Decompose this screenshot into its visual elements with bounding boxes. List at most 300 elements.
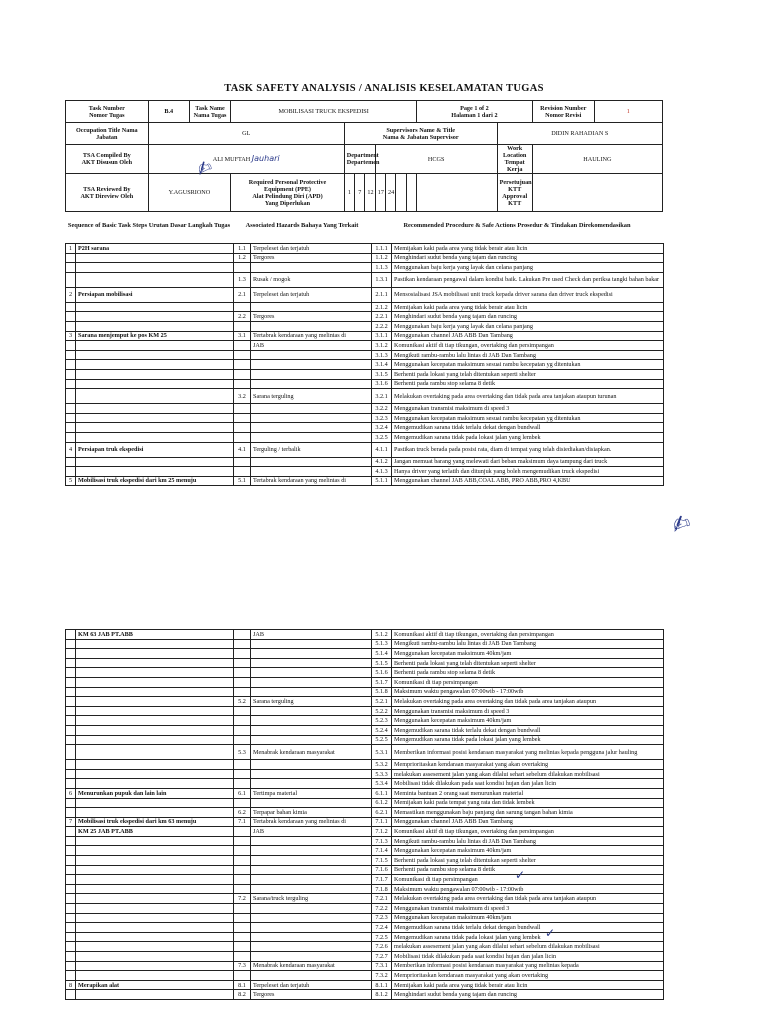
action-number: 5.1.5 (372, 658, 392, 668)
table-row (66, 961, 664, 971)
department-value: HCGS (375, 145, 497, 174)
hazard-description (251, 404, 372, 414)
action-number: 5.3.4 (372, 779, 392, 789)
document-title: TASK SAFETY ANALYSIS / ANALISIS KESELAMATAN TUGAS (224, 83, 544, 94)
hazard-description (251, 846, 372, 856)
table-row (66, 272, 664, 287)
reviewed-value: Y.AGUSRIONO (148, 174, 231, 212)
table-row (66, 788, 664, 798)
action-number: 5.3.2 (372, 760, 392, 770)
step-description (76, 932, 234, 942)
action-description: Menggunakan kecepatan maksimum 40km/jam (392, 913, 664, 923)
approval-label: Persetujuan KTT Approval KTT (497, 174, 532, 212)
action-description: Menggunakan transmisi maksimum di speed 3 (392, 706, 664, 716)
step-number (66, 913, 76, 923)
action-number: 6.2.1 (372, 808, 392, 818)
step-number (66, 846, 76, 856)
hazard-number (234, 350, 251, 360)
ppe-code-1: 1 (344, 174, 354, 212)
hazard-number (234, 798, 251, 808)
table-row (66, 639, 664, 649)
action-description: Pastikan kendaraan pengawal dalam kondisi baik. Lakukan Pre used Check dan periksa tangki bahan bakar (392, 272, 664, 287)
page-signature-mark: ✍ (668, 509, 695, 540)
action-number: 5.1.3 (372, 639, 392, 649)
table-row (66, 379, 664, 389)
step-number (66, 658, 76, 668)
action-description: Berhenti pada rambu stop selama 8 detik (392, 379, 664, 389)
action-description: Memijakan kaki pada area yang tidak berair atau licin (392, 980, 664, 990)
step-number (66, 923, 76, 933)
action-number: 3.1.1 (372, 331, 392, 341)
table-row (66, 476, 664, 486)
step-description (76, 369, 234, 379)
hazard-number (234, 932, 251, 942)
step-description (76, 706, 234, 716)
table-row (66, 942, 664, 952)
table-row (66, 971, 664, 981)
action-description: Menggunakan kecepatan maksimum 40km/jam (392, 649, 664, 659)
hazard-number: 2.1 (234, 287, 251, 302)
step-number (66, 350, 76, 360)
hazard-description: Tertabrak kendaraan yang melintas di (251, 817, 372, 827)
table-row (66, 677, 664, 687)
hazard-number (234, 716, 251, 726)
hazard-description: Tergores (251, 312, 372, 322)
step-description (76, 971, 234, 981)
step-description: P2H sarana (76, 244, 234, 254)
table-row (66, 467, 664, 477)
step-description (76, 677, 234, 687)
step-description (76, 360, 234, 370)
hazard-description (251, 467, 372, 477)
table-row (66, 389, 664, 404)
step-number (66, 369, 76, 379)
step-number (66, 894, 76, 904)
action-number: 3.1.6 (372, 379, 392, 389)
table-row (66, 302, 664, 312)
step-number (66, 413, 76, 423)
table-row (66, 846, 664, 856)
step-description (76, 856, 234, 866)
task-name-label: Task Name Nama Tugas (189, 101, 230, 123)
actions-column-header: Recommended Procedure & Safe Actions Prosedur & Tindakan Direkomendasikan (403, 222, 631, 229)
hazard-description (251, 913, 372, 923)
occupation-label: Occupation Title Nama Jabatan (66, 123, 149, 145)
hazard-description: Rusak / mogok (251, 272, 372, 287)
step-description (76, 913, 234, 923)
hazard-description: Terpapar bahan kimia (251, 808, 372, 818)
hazard-description (251, 360, 372, 370)
action-description: Menggunakan kecepatan maksimum sesuai rambu kecepatan yg ditentukan (392, 413, 664, 423)
step-number (66, 961, 76, 971)
hazard-number (234, 369, 251, 379)
table-row (66, 913, 664, 923)
action-number: 5.1.6 (372, 668, 392, 678)
action-description: melakukan assesement jalan yang akan dilalui sehari sebelum dilakukan mobilisasi (392, 942, 664, 952)
step-number (66, 706, 76, 716)
compiled-by-name: ALI MUFTAH (212, 156, 251, 163)
action-description: Menggunakan kecepatan maksimum 40km/jam (392, 846, 664, 856)
hazard-number (234, 404, 251, 414)
step-description (76, 904, 234, 914)
hazard-number: 6.2 (234, 808, 251, 818)
action-description: Memprioritaskan kendaraan masyarakat yang akan overtaking (392, 760, 664, 770)
hazard-number (234, 423, 251, 433)
hazard-number (234, 942, 251, 952)
action-description: Mengemudikan sarana tidak terlalu dekat dengan bundwall (392, 423, 664, 433)
step-description (76, 923, 234, 933)
table-row (66, 312, 664, 322)
table-row (66, 836, 664, 846)
table-row (66, 321, 664, 331)
check-mark-icon-2: ✓ (545, 926, 556, 940)
action-number: 7.2.6 (372, 942, 392, 952)
hazard-number (234, 856, 251, 866)
hazard-number (234, 904, 251, 914)
hazard-number: 7.2 (234, 894, 251, 904)
task-number-label: Task Number Nomor Tugas (66, 101, 149, 123)
table-row (66, 331, 664, 341)
action-number: 5.1.2 (372, 630, 392, 640)
hazard-number (234, 677, 251, 687)
action-description: melakukan assesement jalan yang akan dilalui sehari sebelum dilakukan mobilisasi (392, 769, 664, 779)
step-number: 5 (66, 476, 76, 486)
table-row (66, 341, 664, 351)
table-row (66, 745, 664, 760)
action-number: 6.1.2 (372, 798, 392, 808)
hazard-description (251, 413, 372, 423)
action-number: 7.2.4 (372, 923, 392, 933)
hazards-column-header: Associated Hazards Bahaya Yang Terkait (245, 222, 359, 229)
action-number: 7.2.5 (372, 932, 392, 942)
hazard-number (234, 263, 251, 273)
hazard-description (251, 725, 372, 735)
step-description (76, 697, 234, 707)
step-number (66, 649, 76, 659)
hazard-number (234, 735, 251, 745)
step-number (66, 798, 76, 808)
action-number: 4.1.3 (372, 467, 392, 477)
step-number: 4 (66, 442, 76, 457)
table-row (66, 263, 664, 273)
step-number (66, 942, 76, 952)
step-number (66, 677, 76, 687)
hazard-description (251, 798, 372, 808)
action-description: Menggunakan channel JAB ABB,COAL ABB, PRO ABB,PRO 4,KBU (392, 476, 664, 486)
compiled-value (148, 145, 344, 174)
step-description (76, 379, 234, 389)
action-number: 6.1.1 (372, 788, 392, 798)
step-description (76, 745, 234, 760)
table-row (66, 350, 664, 360)
step-number (66, 404, 76, 414)
step-number (66, 836, 76, 846)
action-number: 5.1.1 (372, 476, 392, 486)
step-description: Sarana menjemput ke pos KM 25 (76, 331, 234, 341)
step-number (66, 856, 76, 866)
hazard-description (251, 923, 372, 933)
hazard-description (251, 687, 372, 697)
hazard-number (234, 952, 251, 962)
hazard-number: 1.2 (234, 253, 251, 263)
table-row (66, 413, 664, 423)
page-indicator: Page 1 of 2 Halaman 1 dari 2 (417, 101, 533, 123)
step-description (76, 457, 234, 467)
step-number (66, 341, 76, 351)
hazard-description (251, 263, 372, 273)
hazard-description: Terpeleset dan terjatuh (251, 980, 372, 990)
hazard-number: 7.1 (234, 817, 251, 827)
hazard-number (234, 379, 251, 389)
step-number: 1 (66, 244, 76, 254)
action-description: Mengemudikan sarana tidak pada lokasi jalan yang lembek (392, 735, 664, 745)
hazard-description (251, 760, 372, 770)
ppe-code-6 (396, 174, 406, 212)
step-number: 2 (66, 287, 76, 302)
hazard-number (234, 846, 251, 856)
action-number: 7.3.1 (372, 961, 392, 971)
action-description: Komunikasi di tiap persimpangan (392, 677, 664, 687)
step-description (76, 467, 234, 477)
action-number: 1.1.1 (372, 244, 392, 254)
hazard-description (251, 677, 372, 687)
table-row (66, 817, 664, 827)
step-description (76, 779, 234, 789)
action-description: Mobilisasi tidak dilakukan pada saat kondisi hujan dan jalan licin (392, 952, 664, 962)
table-row (66, 884, 664, 894)
action-number: 7.1.6 (372, 865, 392, 875)
ppe-code-4: 17 (375, 174, 385, 212)
hazard-description (251, 856, 372, 866)
hazard-number: 3.1 (234, 331, 251, 341)
action-description: Menggunakan baju kerja yang layak dan celana panjang (392, 263, 664, 273)
action-number: 7.1.5 (372, 856, 392, 866)
hazard-number (234, 923, 251, 933)
action-number: 7.1.1 (372, 817, 392, 827)
table-row (66, 649, 664, 659)
action-description: Memijakan kaki pada area yang tidak berair atau licin (392, 302, 664, 312)
action-description: Mobilisasi tidak dilakukan pada saat kondisi hujan dan jalan licin (392, 779, 664, 789)
hazard-number (234, 827, 251, 837)
action-description: Maksimum waktu pengawalan 07:00wib - 17:00wib (392, 884, 664, 894)
action-description: Memberikan informasi posisi kendaraan masyarakat yang melintas kepada pengguna jalur hauling (392, 745, 664, 760)
action-number: 5.2.3 (372, 716, 392, 726)
step-description (76, 649, 234, 659)
action-number: 5.1.8 (372, 687, 392, 697)
step-number: 8 (66, 980, 76, 990)
action-number: 5.2.2 (372, 706, 392, 716)
check-mark-icon: ✓ (515, 868, 526, 882)
hazard-number (234, 360, 251, 370)
step-number (66, 668, 76, 678)
hazard-description (251, 457, 372, 467)
step-number (66, 379, 76, 389)
step-description (76, 884, 234, 894)
action-number: 2.2.2 (372, 321, 392, 331)
action-description: Komunikasi aktif di tiap tikungan, overtaking dan persimpangan (392, 630, 664, 640)
action-number: 3.2.3 (372, 413, 392, 423)
hazard-description: Terpeleset dan terjatuh (251, 244, 372, 254)
hazard-number (234, 913, 251, 923)
hazard-description: JAB (251, 341, 372, 351)
compiled-signature: Jauhari (251, 154, 280, 163)
step-number: 7 (66, 817, 76, 827)
action-description: Menggunakan kecepatan maksimum sesuai rambu kecepatan yg ditentukan (392, 360, 664, 370)
hazard-number (234, 630, 251, 640)
hazard-description (251, 321, 372, 331)
action-number: 1.1.2 (372, 253, 392, 263)
action-number: 3.1.3 (372, 350, 392, 360)
table-row (66, 725, 664, 735)
hazard-description: JAB (251, 630, 372, 640)
revision-value: 1 (594, 101, 662, 123)
table-row (66, 980, 664, 990)
action-description: Melakukan overtaking pada area overtaking dan tidak pada area tanjakan ataupun (392, 894, 664, 904)
hazard-description (251, 639, 372, 649)
hazard-description: Terguling / terbalik (251, 442, 372, 457)
step-number (66, 716, 76, 726)
action-number: 5.1.7 (372, 677, 392, 687)
step-number (66, 971, 76, 981)
step-description: Persiapan truk ekspedisi (76, 442, 234, 457)
hazard-description (251, 971, 372, 981)
hazard-number (234, 687, 251, 697)
hazard-description: Menabrak kendaraan masyarakat (251, 961, 372, 971)
action-description: Mengemudikan sarana tidak pada lokasi jalan yang lembek (392, 932, 664, 942)
reviewer-signature-mark: ✍ (193, 155, 216, 182)
department-label: Department Departemen (344, 145, 375, 174)
hazard-number (234, 725, 251, 735)
action-description: Melakukan overtaking pada area overtaking dan tidak pada area tanjakan ataupun turunan (392, 389, 664, 404)
table-row (66, 952, 664, 962)
action-description: Maksimum waktu pengawalan 07:00wib - 17:00wib (392, 687, 664, 697)
action-number: 3.2.4 (372, 423, 392, 433)
hazard-description (251, 649, 372, 659)
action-description: Mengemudikan sarana tidak terlalu dekat dengan bundwall (392, 923, 664, 933)
step-description (76, 668, 234, 678)
action-description: Menghindari sudut benda yang tajam dan runcing (392, 990, 664, 1000)
hazard-number: 8.2 (234, 990, 251, 1000)
action-description: Berhenti pada lokasi yang telah ditentukan seperti shelter (392, 369, 664, 379)
hazard-description: Tertabrak kendaraan yang melintas di (251, 331, 372, 341)
step-number (66, 263, 76, 273)
action-number: 2.2.1 (372, 312, 392, 322)
hazard-description (251, 369, 372, 379)
action-number: 7.2.7 (372, 952, 392, 962)
action-number: 7.2.2 (372, 904, 392, 914)
step-number (66, 769, 76, 779)
hazard-number (234, 302, 251, 312)
step-description: Mobilisasi truk ekspedisi dari km 63 menuju (76, 817, 234, 827)
hazard-number (234, 432, 251, 442)
task-steps-table-page1 (65, 243, 664, 486)
step-description (76, 798, 234, 808)
step-number (66, 779, 76, 789)
hazard-number (234, 884, 251, 894)
hazard-description (251, 706, 372, 716)
hazard-number (234, 706, 251, 716)
step-number (66, 389, 76, 404)
steps-column-header: Sequence of Basic Task Steps Urutan Dasar Langkah Tugas (67, 222, 231, 229)
hazard-description (251, 942, 372, 952)
hazard-number: 8.1 (234, 980, 251, 990)
action-description: Pastikan truck berada pada posisi rata, diam di tempat yang telah disiediakan/disiapkan. (392, 442, 664, 457)
step-description (76, 413, 234, 423)
step-number (66, 639, 76, 649)
hazard-description: Terpeleset dan terjatuh (251, 287, 372, 302)
action-description: Menggunakan channel JAB ABB Dan Tambang (392, 331, 664, 341)
step-number (66, 875, 76, 885)
step-description (76, 961, 234, 971)
hazard-description (251, 432, 372, 442)
action-description: Memastikan menggunakan baju panjang dan sarung tangan bahan kimia (392, 808, 664, 818)
table-row (66, 423, 664, 433)
action-description: Menggunakan kecepatan maksimum 40km/jam (392, 716, 664, 726)
ppe-code-5: 24 (386, 174, 396, 212)
table-row (66, 658, 664, 668)
step-description (76, 263, 234, 273)
reviewed-label: TSA Reviewed By AKT Direview Oleh (66, 174, 149, 212)
hazard-number (234, 760, 251, 770)
step-description: Merapikan alat (76, 980, 234, 990)
action-description: Komunikasi di tiap persimpangan (392, 875, 664, 885)
table-row (66, 253, 664, 263)
action-number: 7.1.3 (372, 836, 392, 846)
task-name-value: MOBILISASI TRUCK EKSPEDISI (231, 101, 417, 123)
occupation-value: GL (148, 123, 344, 145)
action-number: 5.2.4 (372, 725, 392, 735)
step-description (76, 687, 234, 697)
action-description: Mensosialisasi JSA mobilisasi unit truck kepada driver sarana dan driver truck ekspedisi (392, 287, 664, 302)
table-row (66, 808, 664, 818)
hazard-description: Tergores (251, 990, 372, 1000)
action-number: 5.1.4 (372, 649, 392, 659)
action-description: Hanya driver yang terlatih dan ditunjuk yang boleh mengemudikan truck ekspedisi (392, 467, 664, 477)
step-number (66, 932, 76, 942)
step-number (66, 725, 76, 735)
action-number: 7.1.2 (372, 827, 392, 837)
hazard-description: Tertimpa material (251, 788, 372, 798)
hazard-number (234, 836, 251, 846)
hazard-number (234, 639, 251, 649)
step-description: Persiapan mobilisasi (76, 287, 234, 302)
hazard-number (234, 457, 251, 467)
step-description (76, 769, 234, 779)
step-number: 3 (66, 331, 76, 341)
step-description (76, 808, 234, 818)
table-row (66, 360, 664, 370)
action-number: 7.2.1 (372, 894, 392, 904)
step-description (76, 432, 234, 442)
task-steps-table-page2 (65, 629, 664, 1000)
step-description (76, 952, 234, 962)
action-number: 7.1.7 (372, 875, 392, 885)
table-row (66, 432, 664, 442)
hazard-number: 5.2 (234, 697, 251, 707)
hazard-description (251, 779, 372, 789)
table-row (66, 716, 664, 726)
action-number: 5.2.1 (372, 697, 392, 707)
hazard-description (251, 865, 372, 875)
action-description: Berhenti pada rambu stop selama 8 detik (392, 668, 664, 678)
action-number: 3.1.2 (372, 341, 392, 351)
table-row (66, 894, 664, 904)
hazard-description: Tergores (251, 253, 372, 263)
step-description (76, 716, 234, 726)
table-row (66, 457, 664, 467)
step-description (76, 836, 234, 846)
hazard-description: Sarana terguling (251, 389, 372, 404)
